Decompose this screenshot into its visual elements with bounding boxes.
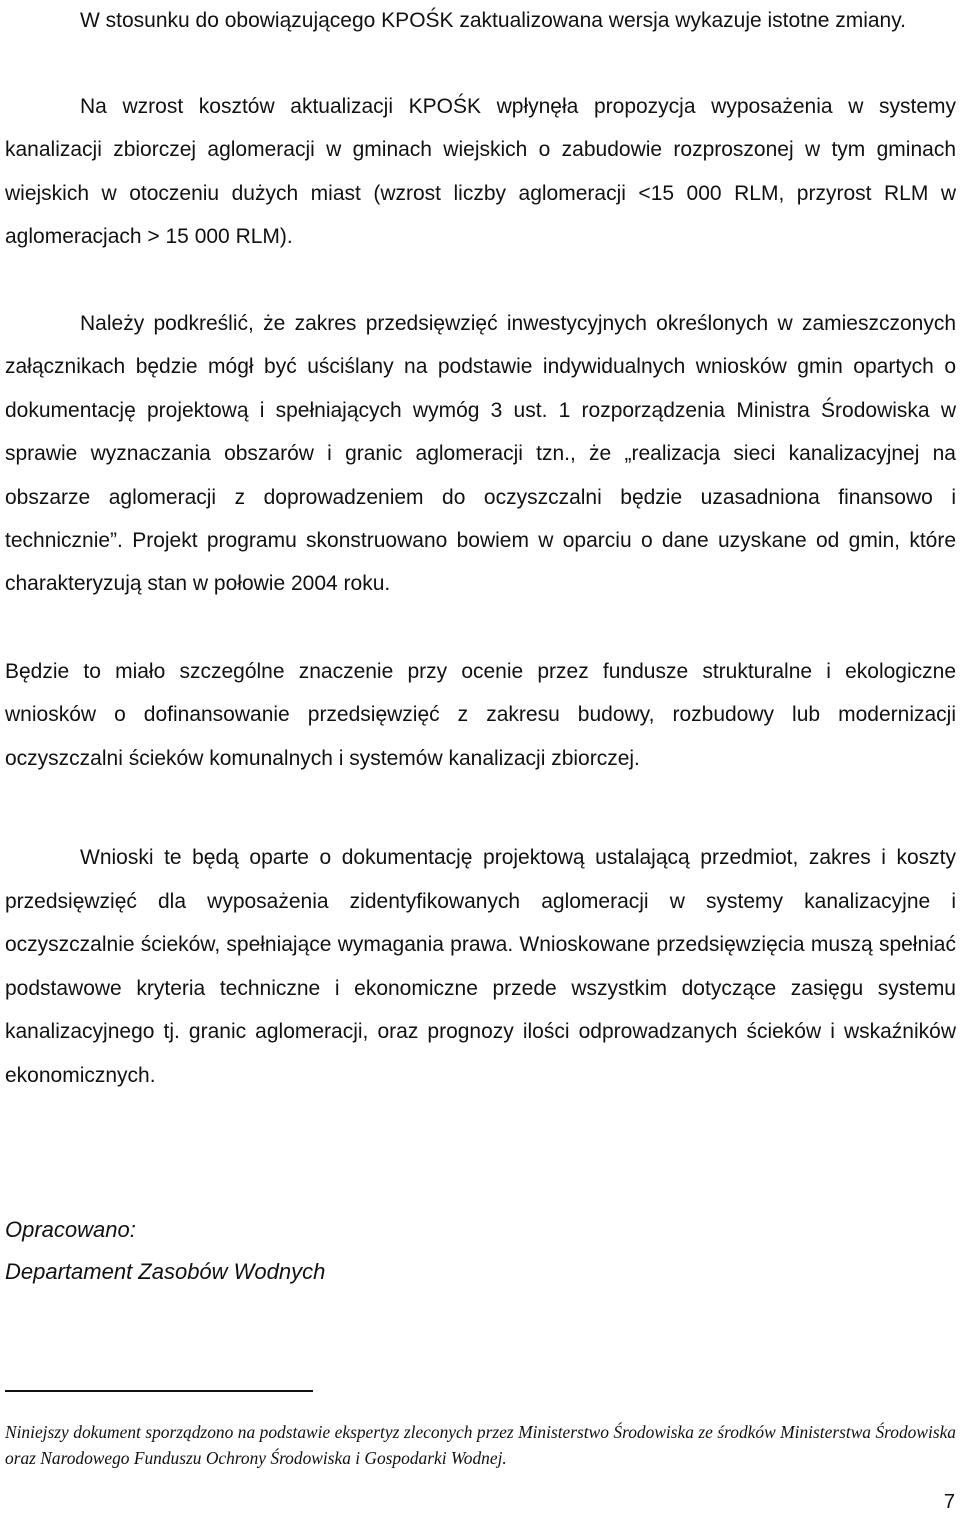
signature-label: Opracowano:	[5, 1217, 136, 1242]
signature-author: Departament Zasobów Wodnych	[5, 1259, 326, 1284]
paragraph-cost-increase: Na wzrost kosztów aktualizacji KPOŚK wpłynęła propozycja wyposażenia w systemy kanalizacji zbiorczej aglomeracji w gminach wiejskich o zabudowie rozproszonej w tym gminach wiejskich w otoczeniu dużych miast (wzrost liczby aglomeracji <15 000 RLM, przyrost RLM w aglomeracjach > 15 000 RLM).	[5, 95, 956, 249]
paragraph-scope-note: Należy podkreślić, że zakres przedsięwzięć inwestycyjnych określonych w zamieszczonych załącznikach będzie mógł być uściślany na podstawie indywidualnych wniosków gmin opartych o dokumentację projektową i spełniających wymóg 3 ust. 1 rozporządzenia Ministra Środowiska w sprawie wyznaczania obszarów i granic aglomeracji tzn., że „realizacja sieci kanalizacyjnej na obszarze aglomeracji z doprowadzeniem do oczyszczalni będzie uzasadniona finansowo i technicznie”. Projekt programu skonstruowano bowiem w oparciu o dane uzyskane od gmin, które charakteryzują stan w połowie 2004 roku.	[5, 312, 956, 596]
paragraph-significance: Będzie to miało szczególne znaczenie przy ocenie przez fundusze strukturalne i ekologiczne wniosków o dofinansowanie przedsięwzięć z zakresu budowy, rozbudowy lub modernizacji oczyszczalni ścieków komunalnych i systemów kanalizacji zbiorczej.	[5, 660, 956, 770]
footnote-separator	[5, 1390, 313, 1392]
footnote: Niniejszy dokument sporządzono na podstawie ekspertyz zleconych przez Ministerstwo Środowiska ze środków Ministerstwa Środowiska oraz Narodowego Funduszu Ochrony Środowiska i Gospodarki Wodnej.	[5, 1422, 956, 1468]
paragraph-applications: Wnioski te będą oparte o dokumentację projektową ustalającą przedmiot, zakres i koszty przedsięwzięć dla wyposażenia zidentyfikowanych aglomeracji w systemy kanalizacyjne i oczyszczalnie ścieków, spełniające wymagania prawa. Wnioskowane przedsięwzięcia muszą spełniać podstawowe kryteria techniczne i ekonomiczne przede wszystkim dotyczące zasięgu systemu kanalizacyjnego tj. granic aglomeracji, oraz prognozy ilości odprowadzanych ścieków i wskaźników ekonomicznych.	[5, 846, 956, 1087]
page-number: 7	[943, 1491, 955, 1513]
paragraph-intro: W stosunku do obowiązującego KPOŚK zaktualizowana wersja wykazuje istotne zmiany.	[80, 9, 907, 32]
